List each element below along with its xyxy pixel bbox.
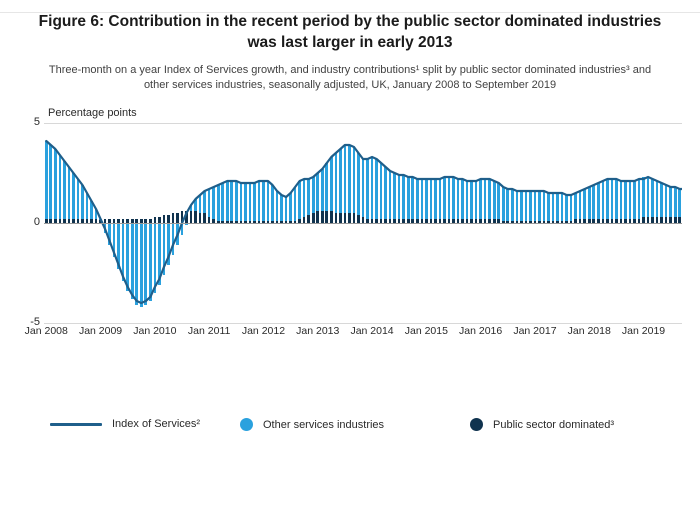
bar-segment-other [642,177,645,217]
bar-segment-other [135,223,138,305]
bar-segment-other [678,189,681,217]
x-axis-tick-label: Jan 2016 [459,324,503,337]
bar-segment-other [602,181,605,219]
bar-segment-other [167,223,170,265]
bar-segment-other [674,187,677,217]
bar-segment-public [330,211,333,223]
bar-segment-other [154,223,157,293]
bar-segment-other [611,179,614,219]
dot-swatch-icon [240,418,253,431]
figure-title: Figure 6: Contribution in the recent period by the public sector dominated industries was last larger in early 2013 [38,13,662,51]
bar-segment-other [353,147,356,213]
bar-segment-public [325,211,328,223]
bar-segment-public [312,213,315,223]
bar-segment-other [122,223,125,281]
bar-segment-other [475,181,478,219]
bar-segment-other [131,223,134,299]
bar-segment-other [421,179,424,219]
bar-segment-other [651,179,654,217]
bar-segment-other [230,181,233,221]
bar-segment-other [144,223,147,305]
bar-segment-other [312,177,315,213]
bar-segment-other [402,175,405,219]
y-axis-tick-label: 5 [33,115,40,128]
bar-segment-other [647,177,650,217]
bar-segment-other [208,189,211,217]
bar-segment-other [86,193,89,219]
bar-segment-other [163,223,166,275]
bar-segment-public [181,211,184,223]
bar-segment-other [294,187,297,221]
bar-segment-other [407,177,410,219]
bar-segment-other [357,153,360,215]
y-axis-tick-label: -5 [30,315,40,328]
bar-segment-other [488,179,491,219]
legend-label: Index of Services² [112,418,201,430]
bar-segment-other [99,219,102,220]
bar-segment-other [543,191,546,221]
bar-segment-public [307,215,310,223]
bar-segment-other [104,223,107,233]
bar-segment-other [339,149,342,213]
x-axis-tick-label: Jan 2018 [567,324,611,337]
bar-segment-other [416,179,419,219]
bar-segment-other [434,179,437,219]
bar-segment-public [321,211,324,223]
bar-segment-other [443,177,446,219]
bar-segment-other [430,179,433,219]
bar-segment-other [176,223,179,245]
bar-segment-other [516,191,519,221]
bar-segment-other [303,179,306,217]
bar-segment-public [194,211,197,223]
bar-segment-other [221,183,224,221]
bar-segment-other [95,209,98,219]
line-swatch-icon [50,423,102,426]
bar-segment-other [534,191,537,221]
bar-segment-public [167,215,170,223]
bar-segment-other [325,163,328,211]
bar-segment-other [479,179,482,219]
bar-segment-other [108,223,111,245]
y-axis-tick-label: 0 [33,215,40,228]
bar-segment-other [393,173,396,219]
bar-segment-public [163,215,166,223]
bar-segment-other [570,195,573,221]
bar-segment-other [113,223,116,257]
x-axis-tick-label: Jan 2015 [404,324,448,337]
bar-segment-public [353,213,356,223]
bar-segment-public [316,211,319,223]
bar-segment-other [520,191,523,221]
bar-segment-other [244,183,247,221]
bar-segment-other [484,179,487,219]
bar-segment-other [280,195,283,221]
bar-segment-other [384,167,387,219]
x-axis-tick-label: Jan 2013 [296,324,340,337]
bar-segment-other [276,191,279,221]
bar-segment-public [176,213,179,223]
y-axis-unit-label: Percentage points [48,106,137,119]
bar-segment-public [357,215,360,223]
plot-region [30,115,682,328]
bar-segment-other [366,159,369,219]
bar-segment-other [126,223,129,291]
figure-subtitle: Three-month on a year Index of Services growth, and industry contributions¹ split by public sector dominated industries³ and other services industries, seasonally adjusted, UK, January 2008 to September 2019 [48,63,652,91]
legend-label: Other services industries [263,418,385,431]
bar-segment-other [574,193,577,219]
bar-segment-other [203,191,206,213]
bar-segment-other [669,187,672,217]
bar-segment-other [380,163,383,219]
bar-segment-other [597,183,600,219]
bar-segment-other [63,161,66,219]
bar-segment-public [335,213,338,223]
chart-area [10,107,690,357]
bar-segment-other [588,187,591,219]
bar-segment-other [561,193,564,221]
gridline [44,223,682,224]
bar-segment-other [344,145,347,213]
x-axis-tick-label: Jan 2012 [241,324,286,337]
bar-segment-other [629,181,632,219]
bar-segment-other [49,145,52,219]
x-axis-tick-label: Jan 2014 [350,324,394,337]
bar-segment-other [371,157,374,219]
bar-segment-other [525,191,528,221]
bar-segment-other [362,159,365,217]
x-axis-tick-label: Jan 2011 [187,324,231,337]
bar-segment-other [253,183,256,221]
x-axis [24,323,682,345]
bar-segment-other [497,183,500,219]
x-axis-tick-label: Jan 2009 [78,324,123,337]
bar-segment-other [226,181,229,221]
top-divider [0,12,700,13]
bar-segment-other [506,189,509,221]
bar-segment-other [660,183,663,217]
bar-segment-other [258,181,261,221]
bar-segment-other [289,193,292,221]
bar-segment-other [565,195,568,221]
bar-segment-other [117,223,120,269]
bar-segment-other [190,205,193,211]
bar-segment-other [158,223,161,285]
bar-segment-other [199,195,202,213]
bar-segment-public [344,213,347,223]
bar-segment-other [335,153,338,213]
bar-segment-public [185,211,188,223]
bar-segment-other [330,157,333,211]
bar-segment-other [461,179,464,219]
bar-segment-other [90,201,93,219]
x-axis-tick-label: Jan 2010 [133,324,177,337]
bar-segment-other [140,223,143,307]
bar-segment-other [181,223,184,235]
bar-segment-other [452,177,455,219]
bar-segment-other [235,181,238,221]
bar-segment-other [212,187,215,219]
bar-segment-other [68,167,71,219]
bar-segment-other [375,159,378,219]
bar-segment-public [339,213,342,223]
chart-legend [0,410,700,450]
bar-segment-public [199,213,202,223]
bar-segment-other [81,185,84,219]
bar-segment-other [149,223,152,301]
bar-segment-other [620,181,623,219]
bar-segment-other [624,181,627,219]
bar-segment-other [665,185,668,217]
bar-segment-other [316,173,319,211]
bar-segment-other [389,171,392,219]
bar-segment-other [556,193,559,221]
bar-segment-other [448,177,451,219]
bar-segment-other [529,191,532,221]
bar-segment-other [470,181,473,219]
bar-segment-public [203,213,206,223]
bar-segment-other [298,181,301,219]
bar-segment-other [493,181,496,219]
bar-segment-other [45,141,48,219]
bar-segment-other [59,155,62,219]
bar-segment-other [466,181,469,219]
bar-segment-other [592,185,595,219]
bar-segment-other [425,179,428,219]
bar-segment-other [638,179,641,219]
bar-segment-other [267,181,270,221]
dot-swatch-icon [470,418,483,431]
x-axis-tick-label: Jan 2019 [621,324,666,337]
bar-segment-other [583,189,586,219]
bar-segment-other [606,179,609,219]
legend-label: Public sector dominated³ [493,418,615,431]
gridline [44,123,682,124]
bar-segment-other [579,191,582,219]
bar-segment-other [656,181,659,217]
bar-segment-other [271,185,274,221]
bar-segment-public [172,213,175,223]
bar-segment-other [194,199,197,211]
figure-container [0,12,700,514]
bar-segment-other [439,179,442,219]
bar-segment-other [285,197,288,221]
bar-segment-public [348,213,351,223]
bar-segment-other [457,179,460,219]
legend-item-public-sector [470,418,614,431]
bar-segment-other [615,179,618,219]
x-axis-tick-label: Jan 2017 [513,324,557,337]
legend-item-index-of-services [50,418,200,430]
bar-segment-public [190,211,193,223]
bar-segment-other [240,183,243,221]
bar-segment-other [262,181,265,221]
x-axis-tick-label: Jan 2008 [24,324,68,337]
bar-segment-other [538,191,541,221]
bar-segment-other [72,173,75,219]
bar-segment-other [77,179,80,219]
bar-segment-other [552,193,555,221]
bar-segment-other [307,179,310,215]
bar-segment-other [348,145,351,213]
bar-segment-other [398,175,401,219]
bar-segment-other [511,189,514,221]
bar-segment-other [172,223,175,255]
bar-segment-other [547,193,550,221]
bar-segment-other [502,187,505,221]
bar-segment-other [411,177,414,219]
bar-segment-other [54,149,57,219]
bar-segment-other [633,181,636,219]
legend-item-other-services [240,418,384,431]
bar-segment-other [321,169,324,211]
bar-segment-other [249,183,252,221]
bar-segment-other [217,185,220,221]
